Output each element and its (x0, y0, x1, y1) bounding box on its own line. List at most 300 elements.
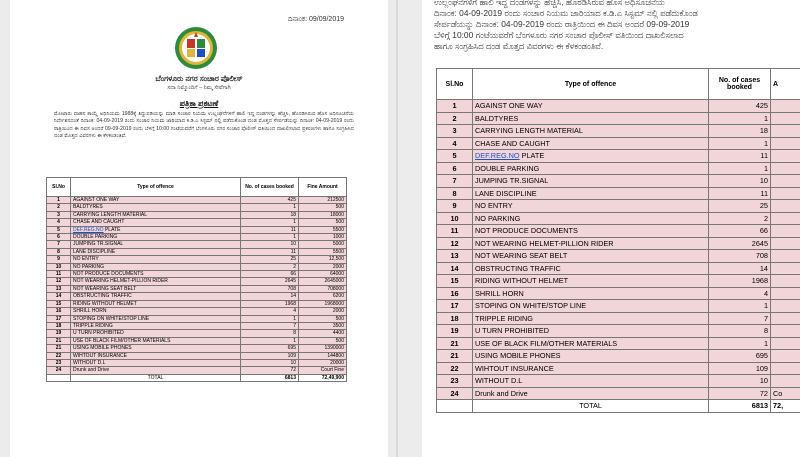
cell-cases: 66 (709, 225, 771, 238)
cell-fine: 1390000 (299, 345, 347, 352)
offence-text: U TURN PROHIBITED (73, 330, 124, 337)
offence-text: NOT WEARING HELMET-PILLION RIDER (475, 238, 614, 248)
cell-sl: 5 (437, 150, 473, 163)
cell-offence (473, 325, 709, 338)
table-row (437, 250, 800, 263)
cell-fine: 12,500 (299, 256, 347, 263)
offence-text: CARRYING LENGTH MATERIAL (475, 126, 583, 135)
cell-fine: 500 (299, 337, 347, 344)
cell-sl: 23 (437, 375, 473, 388)
offence-text: USE OF BLACK FILM/OTHER MATERIALS (475, 338, 618, 348)
cell-cases: 11 (709, 150, 771, 163)
offence-text: CHASE AND CAUGHT (73, 219, 125, 226)
offence-text: AGAINST ONE WAY (73, 197, 120, 203)
offence-table-left (46, 177, 347, 382)
cell-fine: 5500 (299, 248, 347, 255)
cell-offence (71, 330, 241, 337)
cell-fine: 144800 (299, 352, 347, 359)
paragraph-line: ಹಾಗೂ ಸಂಗ್ರಹಿಸಿದ ದಂಡ ಮೊತ್ತದ ವಿವರಗಳು ಈ ಕೆಳಕಂಡಂತಿವೆ. (434, 41, 604, 51)
cell-offence (71, 226, 241, 233)
cell-sl: 15 (47, 300, 71, 307)
cell-cases: 1968 (241, 300, 299, 307)
cell-offence (473, 225, 709, 238)
press-note-paragraph: ಮೋಟಾರು ವಾಹನ ಕಾಯ್ದೆ ಅಧಿನಿಯಮ 1988ಕ್ಕೆ ತಿದ್ದುಪಡಿಯನ್ನು ಮಾಡಿ ಸಂಚಾರ ನಿಯಮ ಉಲ್ಲಂಘನೆಗಳಿಗೆ ಹಾಲಿ ಇದ್ದ ದಂಡಗಳನ್ನು ಹೆಚ್ಚಿಸಿ, ಹೊರಡಿಸಿರುವ ಹೊಸ ಅಧಿಸೂಚನೆಯ ನಿರ್ದೇಶನದಂತೆ ದಿನಾಂಕ: 04-09-2019 ರಂದು ಸಂಚಾರ ನಿಯಮ ಜಾರಿಯಾದ ಕ.ಡಿ.ಎ ಸಿಸ್ಟಮ್ ನಲ್ಲಿ ಪಡೆದುಕೊಂಡ ದಂಡ ಮೊತ್ತದ ಸೇರ್ಪಡೆಯನ್ನು ದಿನಾಂಕ: 04-09-2019 ರಂದು ರಾತ್ರಿಯಿಂದ ಈ ದಿವಸ ಅಂದರೆ 09-09-2019 ರಂದು ಬೆಳಿಗ್ಗೆ 10:00 ಗಂಟೆಯವರೆಗೆ ಬೆಂಗಳೂರು ನಗರ ಸಂಚಾರ ಪೊಲೀಸ್ ವತಿಯಿಂದ ದಾಖಲಿಸಲಾದ ಪ್ರಕರಣಗಳು ಹಾಗೂ ಸಂಗ್ರಹಿಸಿದ ದಂಡ ಮೊತ್ತದ ವಿವರಗಳು ಈ ಕೆಳಕಂಡಂತಿವೆ. (54, 111, 354, 140)
cell-cases: 2 (709, 212, 771, 225)
cell-sl: 8 (47, 248, 71, 255)
org-title: ಬೆಂಗಳೂರು ನಗರ ಸಂಚಾರ ಪೊಲೀಸ್ (155, 74, 243, 83)
col-header-type: Type of offence (473, 69, 709, 100)
offence-text: BALDTYRES (73, 204, 103, 211)
table-row (437, 325, 800, 338)
total-label: TOTAL (473, 400, 709, 413)
offence-text: SHRILL HORN (475, 288, 524, 298)
table-row (437, 262, 800, 275)
table-row (47, 256, 347, 263)
cell-offence (71, 248, 241, 255)
cell-sl: 4 (437, 137, 473, 150)
table-row (47, 300, 347, 307)
cell-fine (771, 187, 800, 200)
cell-sl: 6 (437, 162, 473, 175)
offence-text: DOUBLE PARKING (475, 163, 540, 173)
cell-offence (71, 271, 241, 278)
offence-text: PLATE (103, 226, 121, 233)
table-row (437, 362, 800, 375)
cell-sl: 15 (437, 275, 473, 288)
cell-sl: 7 (437, 175, 473, 188)
paragraph-line: ಸೇರ್ಪಡೆಯನ್ನು ದಿನಾಂಕ: 04-09-2019 ರಂದು ರಾತ್ರಿಯಿಂದ ಈ ದಿವಸ ಅಂದರೆ 09-09-2019 (434, 19, 690, 29)
offence-text: NOT PRODUCE DOCUMENTS (475, 226, 578, 235)
table-row (47, 345, 347, 352)
cell-cases: 695 (241, 345, 299, 352)
cell-offence (71, 345, 241, 352)
offence-text: SHRILL HORN (73, 308, 107, 315)
cell-cases: 25 (241, 256, 299, 263)
table-row (47, 367, 347, 374)
cell-offence (473, 375, 709, 388)
cell-offence (473, 287, 709, 300)
col-header-fine: Fine Amount (299, 178, 347, 197)
cell-cases: 1 (709, 137, 771, 150)
cell-offence (473, 187, 709, 200)
cell-offence (473, 125, 709, 138)
cell-sl: 6 (47, 234, 71, 241)
cell-cases: 66 (241, 271, 299, 278)
cell-sl: 22 (437, 362, 473, 375)
table-header-row (47, 178, 347, 197)
cell-sl: 10 (437, 212, 473, 225)
cell-sl: 10 (47, 263, 71, 270)
cell-offence (71, 293, 241, 300)
offence-text: USING MOBILE PHONES (475, 351, 561, 360)
table-total-row (437, 400, 800, 413)
table-row (47, 204, 347, 211)
cell-cases: 11 (241, 248, 299, 255)
cell-offence (473, 100, 709, 113)
cell-cases: 695 (709, 350, 771, 363)
cell-cases: 25 (709, 200, 771, 213)
total-fine: 72,49,900 (299, 374, 347, 381)
cell-sl: 11 (47, 271, 71, 278)
table-row (47, 293, 347, 300)
cell-cases: 8 (241, 330, 299, 337)
table-row (437, 275, 800, 288)
offence-text: NOT WEARING SEAT BELT (73, 285, 137, 292)
table-row (47, 330, 347, 337)
total-cases: 6813 (241, 374, 299, 381)
cell-offence (71, 337, 241, 344)
cell-offence (473, 137, 709, 150)
cell-offence (71, 322, 241, 329)
table-row (47, 219, 347, 226)
table-row (437, 137, 800, 150)
cell-fine (771, 112, 800, 125)
cell-offence (71, 285, 241, 292)
cell-fine: 212500 (299, 197, 347, 204)
col-header-sl: Sl.No (47, 178, 71, 197)
cell-offence (473, 237, 709, 250)
press-note-heading: ಪತ್ರಿಕಾ ಪ್ರಕಟಣೆ (179, 99, 219, 108)
cell-sl: 21 (47, 345, 71, 352)
cell-sl: 24 (437, 387, 473, 400)
cell-sl: 13 (437, 250, 473, 263)
cell-sl: 21 (47, 337, 71, 344)
cell-cases: 10 (241, 359, 299, 366)
table-row (437, 287, 800, 300)
table-row (47, 352, 347, 359)
cell-cases: 1 (709, 337, 771, 350)
cell-sl: 17 (437, 300, 473, 313)
cell-fine: 500 (299, 204, 347, 211)
cell-offence (71, 241, 241, 248)
cell-offence (473, 150, 709, 163)
cell-cases: 425 (709, 100, 771, 113)
cell-cases: 18 (709, 125, 771, 138)
offence-text: OBSTRUCTING TRAFFIC (73, 293, 132, 300)
cell-offence (71, 256, 241, 263)
cell-cases: 8 (709, 325, 771, 338)
table-row (437, 350, 800, 363)
cell-cases: 18 (241, 211, 299, 218)
cell-fine: 1000 (299, 234, 347, 241)
table-row (47, 315, 347, 322)
offence-text: CARRYING LENGTH MATERIAL (73, 211, 147, 218)
cell-fine (771, 162, 800, 175)
cell-fine: 2000 (299, 263, 347, 270)
offence-text: WIHTOUT INSURANCE (73, 352, 127, 359)
cell-sl: 14 (47, 293, 71, 300)
cell-offence (473, 262, 709, 275)
cell-sl: 12 (47, 278, 71, 285)
cell-fine: 4400 (299, 330, 347, 337)
cell-offence (473, 200, 709, 213)
table-row (47, 234, 347, 241)
cell-fine: 64000 (299, 271, 347, 278)
table-row (47, 197, 347, 204)
offence-text: U TURN PROHIBITED (475, 326, 550, 335)
offence-text: TRIPPLE RIDING (475, 313, 533, 323)
offence-text: CHASE AND CAUGHT (475, 138, 551, 148)
cell-fine (771, 337, 800, 350)
cell-offence (71, 204, 241, 211)
cell-cases: 72 (241, 367, 299, 374)
cell-blank (437, 400, 473, 413)
cell-cases: 7 (241, 322, 299, 329)
cell-fine: 6200 (299, 293, 347, 300)
cell-sl: 7 (47, 241, 71, 248)
offence-text: NO PARKING (475, 213, 521, 223)
cell-sl: 16 (47, 308, 71, 315)
cell-cases: 1 (241, 234, 299, 241)
cell-fine (771, 375, 800, 388)
table-row (47, 337, 347, 344)
table-row (437, 187, 800, 200)
table-row (437, 162, 800, 175)
offence-text: WITHOUT D.L (475, 376, 523, 385)
cell-cases: 1 (241, 204, 299, 211)
total-cases: 6813 (709, 400, 771, 413)
cell-fine (771, 212, 800, 225)
cell-fine (771, 350, 800, 363)
cell-fine (771, 100, 800, 113)
col-header-cases: No. of cases booked (709, 69, 771, 100)
cell-sl: 9 (47, 256, 71, 263)
col-header-cases: No. of cases booked (241, 178, 299, 197)
cell-fine (771, 175, 800, 188)
offence-text: DOUBLE PARKING (73, 234, 118, 241)
cell-sl: 2 (47, 204, 71, 211)
offence-text: OBSTRUCTING TRAFFIC (475, 263, 561, 273)
cell-sl: 5 (47, 226, 71, 233)
cell-fine (771, 125, 800, 138)
cell-sl: 22 (47, 352, 71, 359)
cell-offence (473, 212, 709, 225)
cell-fine (771, 275, 800, 288)
cell-fine: Co (771, 387, 800, 400)
offence-text: PLATE (519, 151, 545, 160)
table-row (437, 175, 800, 188)
offence-text: NOT PRODUCE DOCUMENTS (73, 271, 144, 278)
offence-text: WITHOUT D.L (73, 359, 106, 366)
cell-fine (771, 287, 800, 300)
table-row (47, 308, 347, 315)
cell-sl: 23 (47, 359, 71, 366)
table-row (437, 125, 800, 138)
cell-offence (473, 300, 709, 313)
cell-fine (771, 325, 800, 338)
offence-link[interactable]: DEF.REG.NO (73, 226, 104, 233)
cell-sl: 11 (437, 225, 473, 238)
cell-offence (71, 300, 241, 307)
cell-cases: 10 (241, 241, 299, 248)
cell-sl: 18 (47, 322, 71, 329)
table-row (47, 285, 347, 292)
offence-text: AGAINST ONE WAY (475, 101, 543, 110)
cell-offence (473, 387, 709, 400)
offence-text: LANE DISCIPLINE (73, 248, 116, 255)
cell-offence (71, 315, 241, 322)
offence-text: JUMPING TR.SIGNAL (475, 176, 549, 185)
table-row (47, 278, 347, 285)
cell-fine (771, 200, 800, 213)
cell-fine (771, 150, 800, 163)
cell-cases: 1 (241, 219, 299, 226)
cell-cases: 1 (241, 315, 299, 322)
offence-text: STOPING ON WHITE/STOP LINE (475, 301, 587, 310)
cell-sl: 16 (437, 287, 473, 300)
offence-table-right (436, 68, 800, 413)
cell-offence (71, 278, 241, 285)
cell-fine (771, 300, 800, 313)
col-header-fine: A (771, 69, 800, 100)
cell-fine (771, 262, 800, 275)
date-line: ದಿನಾಂಕ: 09/09/2019 (287, 16, 344, 23)
cell-cases: 708 (709, 250, 771, 263)
cell-offence (473, 312, 709, 325)
cell-cases: 4 (709, 287, 771, 300)
cell-fine: 708000 (299, 285, 347, 292)
cell-cases: 425 (241, 197, 299, 204)
offence-text: NOT WEARING SEAT BELT (475, 251, 568, 260)
table-row (437, 237, 800, 250)
cell-fine: 2645000 (299, 278, 347, 285)
offence-text: JUMPING TR.SIGNAL (73, 241, 124, 248)
cell-offence (71, 263, 241, 270)
cell-fine: 2000 (299, 308, 347, 315)
table-row (437, 112, 800, 125)
cell-offence (473, 337, 709, 350)
table-row (47, 241, 347, 248)
table-row (437, 375, 800, 388)
table-row (47, 263, 347, 270)
cell-offence (473, 250, 709, 263)
offence-text: WIHTOUT INSURANCE (475, 363, 554, 373)
cell-cases: 1968 (709, 275, 771, 288)
cell-cases: 72 (709, 387, 771, 400)
cell-offence (473, 162, 709, 175)
cell-fine (771, 362, 800, 375)
offence-text: NOT WEARING HELMET-PILLION RIDER (73, 278, 168, 285)
paragraph-line: ಬೆಳಿಗ್ಗೆ 10:00 ಗಂಟೆಯವರೆಗೆ ಬೆಂಗಳೂರು ನಗರ ಸಂಚಾರ ಪೊಲೀಸ್ ವತಿಯಿಂದ ದಾಖಲಿಸಲಾದ (434, 30, 684, 40)
cell-sl: 18 (437, 312, 473, 325)
table-row (437, 300, 800, 313)
cell-offence (71, 308, 241, 315)
cell-cases: 14 (241, 293, 299, 300)
cell-sl: 21 (437, 337, 473, 350)
cell-sl: 8 (437, 187, 473, 200)
cell-cases: 1 (709, 300, 771, 313)
cell-offence (71, 359, 241, 366)
paragraph-line: ಉಲ್ಲಂಘನೆಗಳಿಗೆ ಹಾಲಿ ಇದ್ದ ದಂಡಗಳನ್ನು ಹೆಚ್ಚಿಸಿ, ಹೊರಡಿಸಿರುವ ಹೊಸ ಅಧಿಸೂಚನೆಯ (434, 0, 665, 7)
paragraph-line: ದಿನಾಂಕ: 04-09-2019 ರಂದು ಸಂಚಾರ ನಿಯಮ ಜಾರಿಯಾದ ಕ.ಡಿ.ಎ ಸಿಸ್ಟಮ್ ನಲ್ಲಿ ಪಡೆದುಕೊಂಡ (434, 8, 698, 18)
cell-blank (47, 374, 71, 381)
cell-offence (473, 275, 709, 288)
cell-sl: 13 (47, 285, 71, 292)
offence-text: TRIPPLE RIDING (73, 322, 113, 329)
offence-text: STOPING ON WHITE/STOP LINE (73, 315, 150, 322)
cell-offence (473, 350, 709, 363)
cell-cases: 708 (241, 285, 299, 292)
cell-cases: 14 (709, 262, 771, 275)
cell-cases: 2645 (241, 278, 299, 285)
offence-link[interactable]: DEF.REG.NO (475, 151, 520, 160)
table-row (437, 212, 800, 225)
offence-text: Drunk and Drive (73, 367, 110, 374)
col-header-type: Type of offence (71, 178, 241, 197)
table-row (47, 226, 347, 233)
cell-cases: 2645 (709, 237, 771, 250)
cell-sl: 14 (437, 262, 473, 275)
org-tagline: ಸದಾ ನಿಮ್ಮೊಂದಿಗೆ – ನಿಮ್ಮ ಸೇವೆಗಾಗಿ (167, 85, 231, 91)
cell-sl: 9 (437, 200, 473, 213)
cell-sl: 24 (47, 367, 71, 374)
cell-offence (473, 362, 709, 375)
table-row (437, 225, 800, 238)
cell-fine (771, 137, 800, 150)
table-row (47, 322, 347, 329)
police-emblem-logo (174, 26, 218, 70)
cell-sl: 17 (47, 315, 71, 322)
cell-sl: 3 (47, 211, 71, 218)
offence-text: RIDING WITHOUT HELMET (73, 300, 137, 307)
cell-offence (71, 367, 241, 374)
cell-cases: 7 (709, 312, 771, 325)
table-total-row (47, 374, 347, 381)
cell-cases: 109 (241, 352, 299, 359)
cell-fine (771, 312, 800, 325)
cell-offence (473, 112, 709, 125)
cell-cases: 2 (241, 263, 299, 270)
offence-text: RIDING WITHOUT HELMET (475, 276, 569, 285)
press-note-paragraph-zoom (434, 0, 800, 52)
cell-offence (71, 219, 241, 226)
cell-offence (473, 175, 709, 188)
table-row (437, 150, 800, 163)
cell-cases: 1 (241, 337, 299, 344)
table-row (437, 100, 800, 113)
total-fine: 72, (771, 400, 800, 413)
cell-fine: 20000 (299, 359, 347, 366)
cell-offence (71, 197, 241, 204)
col-header-sl: Sl.No (437, 69, 473, 100)
cell-fine (771, 237, 800, 250)
page-divider (396, 0, 398, 457)
press-note-page-left (10, 0, 388, 457)
press-note-page-right-zoom (422, 0, 800, 457)
cell-fine: 500 (299, 315, 347, 322)
total-label: TOTAL (71, 374, 241, 381)
offence-text: Drunk and Drive (475, 388, 528, 398)
cell-fine: 5500 (299, 226, 347, 233)
cell-offence (71, 234, 241, 241)
cell-cases: 10 (709, 375, 771, 388)
cell-fine: 1968000 (299, 300, 347, 307)
table-row (47, 211, 347, 218)
cell-offence (71, 211, 241, 218)
table-row (437, 337, 800, 350)
cell-fine: Court Fine (299, 367, 347, 374)
cell-cases: 109 (709, 362, 771, 375)
cell-cases: 11 (709, 187, 771, 200)
cell-sl: 1 (47, 197, 71, 204)
cell-fine (771, 250, 800, 263)
table-row (47, 248, 347, 255)
cell-sl: 19 (47, 330, 71, 337)
offence-text: NO PARKING (73, 263, 105, 270)
cell-sl: 19 (437, 325, 473, 338)
cell-cases: 1 (709, 112, 771, 125)
cell-cases: 4 (241, 308, 299, 315)
